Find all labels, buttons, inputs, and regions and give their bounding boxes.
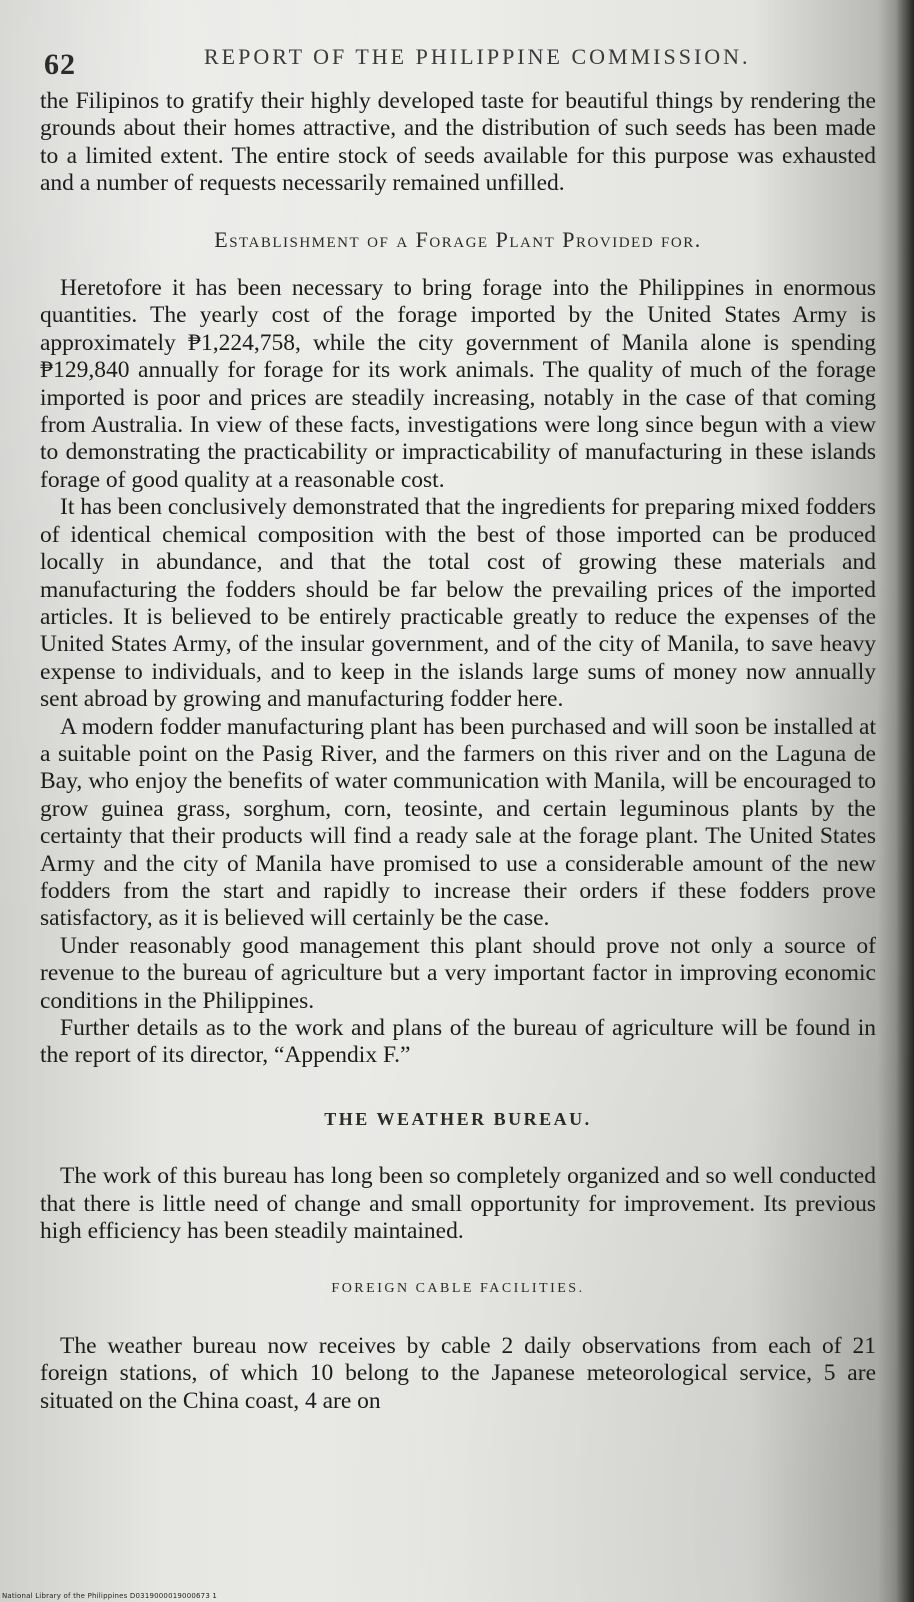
running-head xyxy=(44,30,874,81)
section-heading-weather-bureau: THE WEATHER BUREAU. xyxy=(324,1108,592,1129)
section-heading-cable-facilities: FOREIGN CABLE FACILITIES. xyxy=(331,1281,585,1297)
paragraph-fodder-ingredients: It has been conclusively demonstrated that the ingredients for preparing mixed fodders of identical chemical composition with the best of those imported can be produced locally in abundance, and that the total cost of growing these materials and manufacturing the fodders should be far below the prevailing prices of the imported articles. It is believed to be entirely practicable greatly to reduce the expenses of the United States Army, of the insular government, and of the city of Manila, to save heavy expense to individuals, and to keep in the islands large sums of money now annually sent abroad by growing and manufacturing fodder here. xyxy=(40,494,876,713)
paragraph-fodder-plant: A modern fodder manufacturing plant has been purchased and will soon be installed at a suitable point on the Pasig River, and the farmers on this river and on the Laguna de Bay, who enjoy the benefits of water communication with Manila, will be encouraged to grow guinea grass, sorghum, corn, teosinte, and certain leguminous plants by the certainty that their products will find a ready sale at the forage plant. The United States Army and the city of Manila have promised to use a considerable amount of the new fodders from the start and rapidly to increase their orders if these fodders prove satisfactory, as it is believed will certainly be the case. xyxy=(40,713,876,932)
running-title: REPORT OF THE PHILIPPINE COMMISSION. xyxy=(204,44,751,69)
library-credit: National Library of the Philippines D0319000019000673 1 xyxy=(2,1592,218,1600)
paragraph-seeds-continued: the Filipinos to gratify their highly developed taste for beautiful things by rendering the grounds about their homes attractive, and the distribution of such seeds has been made to a limited extent. The entire stock of seeds available for this purpose was exhausted and a number of requests necessarily remained unfilled. xyxy=(40,88,876,197)
paragraph-weather-bureau: The work of this bureau has long been so completely organized and so well conducted that there is little need of change and small opportunity for improvement. Its previous high efficiency has been steadily maintained. xyxy=(40,1163,876,1245)
section-heading-forage-plant: Establishment of a Forage Plant Provided for. xyxy=(214,226,702,252)
page-edge-shadow xyxy=(896,0,914,1602)
page-number: 62 xyxy=(44,48,76,81)
page-body xyxy=(40,88,876,1415)
paragraph-forage-import: Heretofore it has been necessary to bring forage into the Philippines in enormous quantities. The yearly cost of the forage imported by the United States Army is approximately ₱1,224,758, while the city government of Manila alone is spending ₱129,840 annually for forage for its work animals. The quality of much of the forage imported is poor and prices are steadily increasing, notably in the case of that coming from Australia. In view of these facts, investigations were long since begun with a view to demonstrating the practicability or impracticability of manufacturing in these islands forage of good quality at a reasonable cost. xyxy=(40,275,876,493)
paragraph-appendix-reference: Further details as to the work and plans of the bureau of agriculture will be found in the report of its director, “Appendix F.” xyxy=(40,1015,876,1069)
paragraph-cable-observations: The weather bureau now receives by cable 2 daily observations from each of 21 foreign stations, of which 10 belong to the Japanese meteorological service, 5 are situated on the China coast, 4 are on xyxy=(40,1332,876,1414)
paragraph-plant-management: Under reasonably good management this plant should prove not only a source of revenue to the bureau of agriculture but a very important factor in improving economic conditions in the Philippines. xyxy=(40,932,876,1014)
